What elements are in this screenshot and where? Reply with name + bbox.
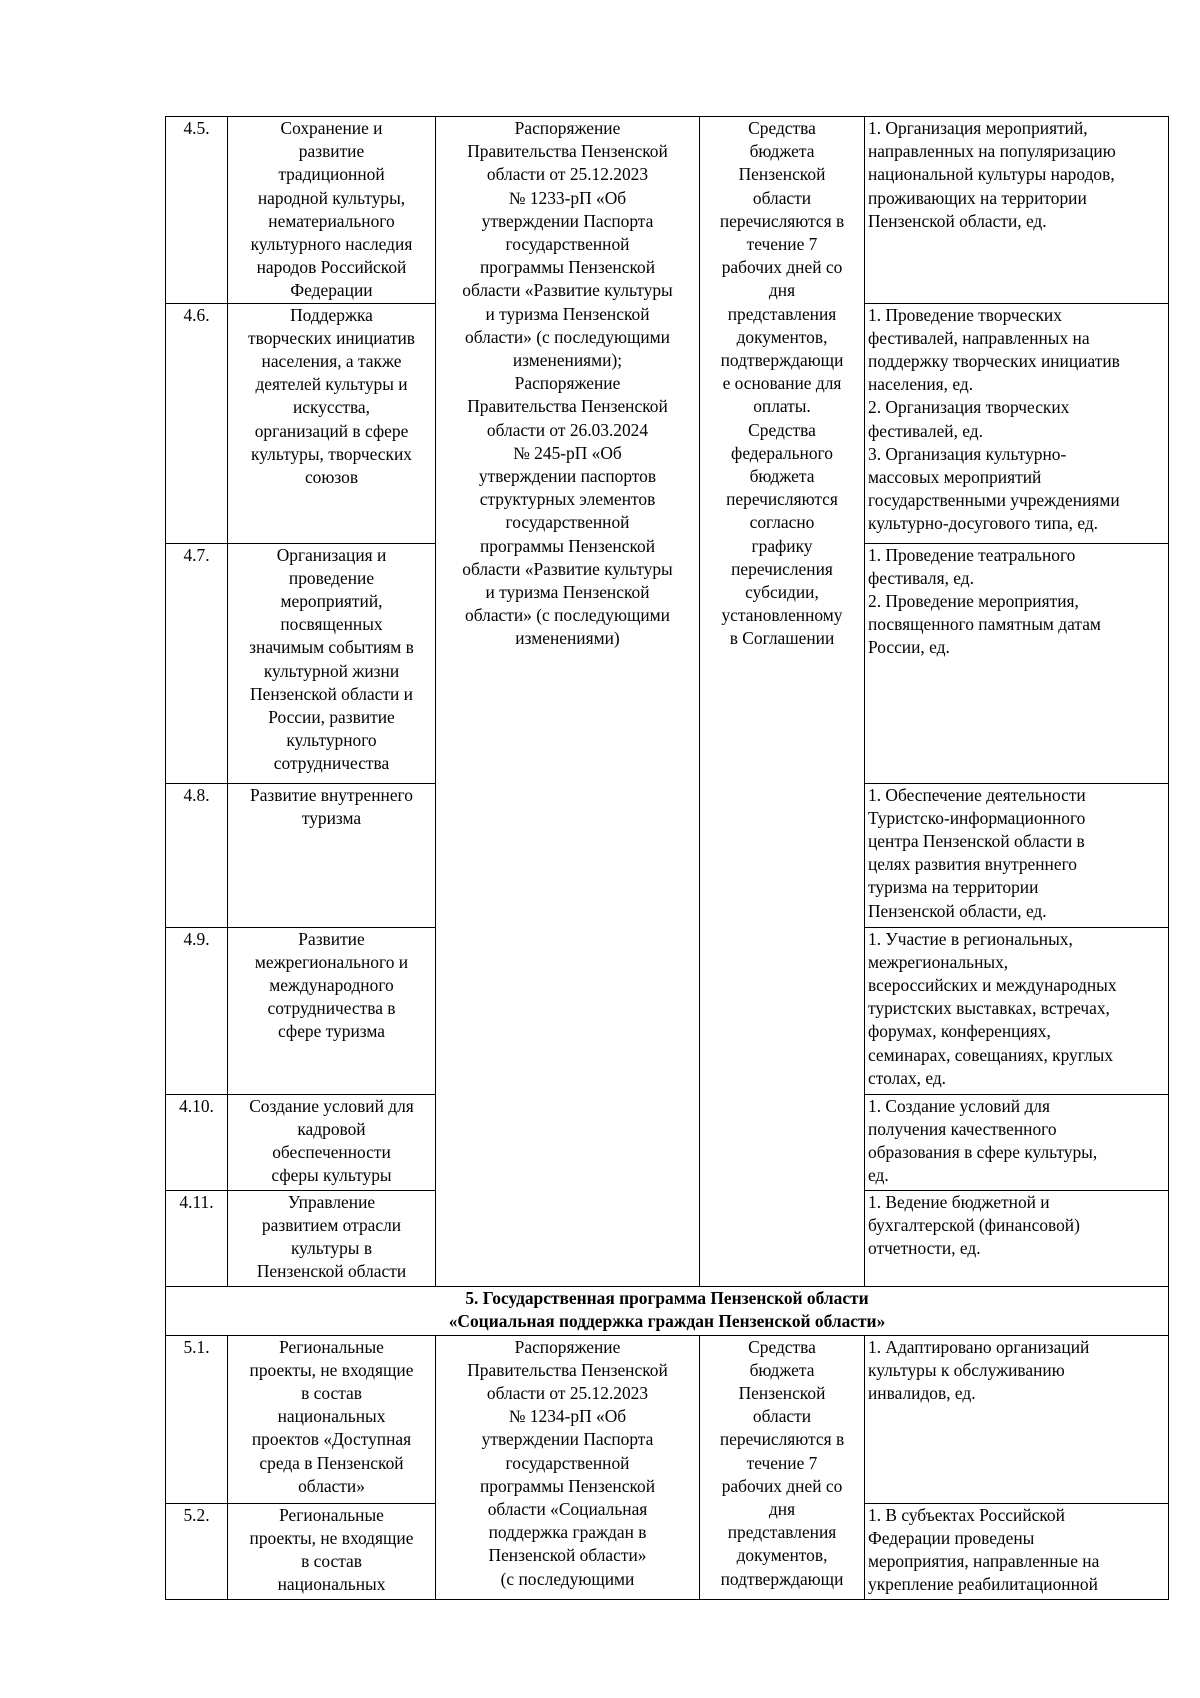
- text-line: области»: [298, 1475, 365, 1496]
- text-line: целях развития внутреннего: [868, 854, 1077, 875]
- text-line: фестивалей, направленных на: [868, 327, 1090, 348]
- text-line: сфере туризма: [278, 1021, 385, 1042]
- event-name: [228, 1503, 436, 1599]
- text-line: творческих инициатив: [248, 327, 415, 348]
- text-line: рабочих дней со: [721, 257, 843, 278]
- text-line: Туристско-информационного: [868, 807, 1086, 828]
- text-line: бюджета: [749, 466, 815, 487]
- section-header-row: [166, 1286, 1169, 1335]
- text-line: Распоряжение: [514, 373, 621, 394]
- text-line: государственной: [505, 1452, 630, 1473]
- text-line: представления: [727, 303, 837, 324]
- text-line: Пензенской области»: [488, 1545, 647, 1566]
- text-line: межрегиональных,: [868, 951, 1009, 972]
- text-line: № 1234-рП «Об: [508, 1406, 627, 1427]
- text-line: утверждении паспортов: [478, 466, 657, 487]
- text-line: образования в сфере культуры,: [868, 1142, 1098, 1163]
- text-line: международного: [269, 975, 394, 996]
- text-line: области «Развитие культуры: [462, 280, 673, 301]
- text-line: фестивалей, ед.: [868, 420, 983, 441]
- text-line: 2. Организация творческих: [868, 397, 1070, 418]
- text-line: перечисления: [731, 558, 833, 579]
- text-line: течение 7: [746, 234, 818, 255]
- text-line: развитие: [298, 141, 365, 162]
- event-name: [228, 927, 436, 1094]
- row-number: 5.1.: [166, 1335, 228, 1503]
- text-line: 1. Адаптировано организаций: [868, 1336, 1090, 1357]
- text-line: Федерации: [290, 280, 373, 301]
- result-indicator: [865, 1190, 1169, 1286]
- text-line: документов,: [736, 1545, 828, 1566]
- text-line: Сохранение и: [280, 118, 383, 138]
- text-line: развитием отрасли: [261, 1214, 402, 1235]
- text-line: Пензенской области, ед.: [868, 900, 1047, 921]
- text-line: 1. Ведение бюджетной и: [868, 1191, 1050, 1212]
- text-line: программы Пензенской: [479, 1475, 656, 1496]
- text-line: населения, ед.: [868, 374, 974, 395]
- text-line: центра Пензенской области в: [868, 831, 1085, 852]
- text-line: укрепление реабилитационной: [868, 1574, 1098, 1595]
- row-number: 4.11.: [166, 1190, 228, 1286]
- text-line: Средства: [748, 118, 816, 138]
- text-line: Развитие: [298, 928, 365, 949]
- text-line: Управление: [287, 1191, 376, 1212]
- text-line: мероприятий,: [280, 591, 383, 612]
- text-line: бюджета: [749, 1359, 815, 1380]
- text-line: посвященного памятным датам: [868, 614, 1101, 635]
- text-line: столах, ед.: [868, 1067, 947, 1088]
- program-table: [165, 116, 1169, 1600]
- text-line: области» (с последующими: [465, 605, 670, 626]
- legal-basis-cell: [436, 117, 700, 1287]
- text-line: национальных: [277, 1406, 386, 1427]
- text-line: народной культуры,: [257, 187, 406, 208]
- text-line: посвященных: [280, 614, 383, 635]
- text-line: проекты, не входящие: [249, 1359, 414, 1380]
- text-line: массовых мероприятий: [868, 467, 1042, 488]
- row-number: 4.10.: [166, 1094, 228, 1190]
- text-line: значимым событиям в: [249, 637, 414, 658]
- section-5-title: [166, 1286, 1169, 1335]
- result-indicator: [865, 927, 1169, 1094]
- text-line: перечисляются в: [719, 210, 845, 231]
- text-line: области от 25.12.2023: [486, 1383, 649, 1404]
- text-line: Правительства Пензенской: [467, 1359, 668, 1380]
- text-line: Распоряжение: [514, 118, 621, 138]
- text-line: нематериального: [268, 210, 395, 231]
- text-line: государственной: [505, 234, 630, 255]
- result-indicator: [865, 543, 1169, 783]
- legal-basis-cell: [436, 1335, 700, 1599]
- text-line: Поддержка: [290, 304, 373, 325]
- text-line: структурных элементов: [479, 489, 656, 510]
- text-line: организаций в сфере: [254, 420, 409, 441]
- text-line: туризма: [301, 807, 362, 828]
- text-line: ед.: [868, 1165, 889, 1186]
- text-line: получения качественного: [868, 1118, 1057, 1139]
- text-line: кадровой: [297, 1118, 366, 1139]
- text-line: графику: [751, 535, 813, 556]
- text-line: туристских выставках, встречах,: [868, 998, 1110, 1019]
- text-line: области от 26.03.2024: [486, 419, 649, 440]
- text-line: России, развитие: [268, 707, 395, 728]
- text-line: утверждении Паспорта: [481, 210, 654, 231]
- event-name: [228, 1335, 436, 1503]
- text-line: подтверждающи: [720, 350, 844, 371]
- text-line: области» (с последующими: [465, 326, 670, 347]
- text-line: Пензенской области, ед.: [868, 210, 1047, 231]
- row-number: 5.2.: [166, 1503, 228, 1599]
- text-line: области от 25.12.2023: [486, 164, 649, 185]
- event-name: [228, 1094, 436, 1190]
- text-line: бюджета: [749, 141, 815, 162]
- text-line: Федерации проведены: [868, 1527, 1035, 1548]
- text-line: Пензенской области и: [250, 683, 413, 704]
- text-line: фестиваля, ед.: [868, 567, 974, 588]
- result-indicator: [865, 1503, 1169, 1599]
- text-line: проживающих на территории: [868, 187, 1087, 208]
- text-line: Организация и: [276, 544, 387, 565]
- text-line: субсидии,: [745, 582, 819, 603]
- text-line: Правительства Пензенской: [467, 141, 668, 162]
- text-line: (с последующими: [500, 1568, 635, 1589]
- text-line: «Социальная поддержка граждан Пензенской области»: [448, 1310, 886, 1331]
- text-line: Средства: [748, 419, 816, 440]
- text-line: сферы культуры: [271, 1165, 392, 1186]
- text-line: установленному: [721, 605, 843, 626]
- text-line: № 1233-рП «Об: [508, 187, 627, 208]
- text-line: области: [752, 1406, 812, 1427]
- text-line: подтверждающи: [720, 1568, 844, 1589]
- row-number: 4.6.: [166, 303, 228, 543]
- text-line: течение 7: [746, 1452, 818, 1473]
- row-number: 4.5.: [166, 117, 228, 304]
- text-line: культуры к обслуживанию: [868, 1359, 1065, 1380]
- text-line: рабочих дней со: [721, 1475, 843, 1496]
- text-line: семинарах, совещаниях, круглых: [868, 1044, 1114, 1065]
- text-line: проведение: [288, 567, 375, 588]
- text-line: области: [752, 187, 812, 208]
- text-line: межрегионального и: [254, 951, 409, 972]
- text-line: Распоряжение: [514, 1336, 621, 1357]
- text-line: утверждении Паспорта: [481, 1429, 654, 1450]
- row-number: 4.7.: [166, 543, 228, 783]
- text-line: 1. Проведение творческих: [868, 304, 1062, 325]
- text-line: оплаты.: [753, 396, 811, 417]
- text-line: 1. Организация мероприятий,: [868, 118, 1088, 138]
- text-line: 1. Проведение театрального: [868, 544, 1076, 565]
- text-line: бухгалтерской (финансовой): [868, 1214, 1080, 1235]
- text-line: сотрудничества: [273, 753, 390, 774]
- text-line: проектов «Доступная: [251, 1429, 412, 1450]
- text-line: в состав: [301, 1551, 362, 1572]
- text-line: № 245-рП «Об: [513, 442, 622, 463]
- text-line: народов Российской: [256, 257, 407, 278]
- text-line: Региональные: [279, 1336, 384, 1357]
- result-indicator: [865, 1094, 1169, 1190]
- text-line: культурной жизни: [263, 660, 400, 681]
- text-line: мероприятия, направленные на: [868, 1551, 1100, 1572]
- text-line: 2. Проведение мероприятия,: [868, 591, 1079, 612]
- text-line: в Соглашении: [729, 628, 835, 649]
- text-line: культурно-досугового типа, ед.: [868, 513, 1099, 534]
- text-line: России, ед.: [868, 637, 950, 658]
- text-line: туризма на территории: [868, 877, 1039, 898]
- text-line: дня: [768, 280, 796, 301]
- text-line: форумах, конференциях,: [868, 1021, 1051, 1042]
- text-line: Средства: [748, 1336, 816, 1357]
- text-line: деятелей культуры и: [255, 374, 408, 395]
- text-line: и туризма Пензенской: [485, 582, 650, 603]
- text-line: 1. Обеспечение деятельности: [868, 784, 1086, 805]
- text-line: сотрудничества в: [267, 998, 396, 1019]
- text-line: в состав: [301, 1383, 362, 1404]
- text-line: е основание для: [722, 373, 842, 394]
- text-line: изменениями): [515, 628, 620, 649]
- text-line: направленных на популяризацию: [868, 141, 1116, 162]
- event-name: [228, 1190, 436, 1286]
- text-line: области «Социальная: [487, 1499, 648, 1520]
- event-name: [228, 303, 436, 543]
- text-line: проекты, не входящие: [249, 1527, 414, 1548]
- funding-procedure-cell: [700, 117, 865, 1287]
- text-line: государственной: [505, 512, 630, 533]
- text-line: и туризма Пензенской: [485, 303, 650, 324]
- text-line: культурного: [286, 730, 377, 751]
- event-name: [228, 117, 436, 304]
- table-row: [166, 1335, 1169, 1503]
- text-line: дня: [768, 1499, 796, 1520]
- result-indicator: [865, 1335, 1169, 1503]
- text-line: инвалидов, ед.: [868, 1383, 976, 1404]
- text-line: культуры, творческих: [251, 443, 412, 464]
- text-line: Развитие внутреннего: [250, 784, 413, 805]
- text-line: 1. В субъектах Российской: [868, 1504, 1065, 1525]
- text-line: 1. Участие в региональных,: [868, 928, 1073, 949]
- text-line: перечисляются в: [719, 1429, 845, 1450]
- text-line: программы Пензенской: [479, 257, 656, 278]
- result-indicator: [865, 117, 1169, 304]
- event-name: [228, 783, 436, 927]
- text-line: Пензенской: [738, 1383, 826, 1404]
- text-line: Создание условий для: [249, 1095, 414, 1116]
- text-line: федерального: [731, 442, 833, 463]
- text-line: поддержку творческих инициатив: [868, 351, 1120, 372]
- text-line: Региональные: [279, 1504, 384, 1525]
- text-line: искусства,: [292, 397, 370, 418]
- text-line: 5. Государственная программа Пензенской области: [465, 1287, 869, 1308]
- text-line: среда в Пензенской: [259, 1452, 404, 1473]
- text-line: поддержка граждан в: [488, 1522, 647, 1543]
- text-line: населения, а также: [261, 351, 402, 372]
- table-row: [166, 117, 1169, 304]
- text-line: традиционной: [278, 164, 385, 185]
- text-line: союзов: [304, 467, 359, 488]
- text-line: отчетности, ед.: [868, 1238, 981, 1259]
- result-indicator: [865, 303, 1169, 543]
- text-line: Пензенской области: [256, 1261, 407, 1282]
- text-line: представления: [727, 1522, 837, 1543]
- text-line: всероссийских и международных: [868, 975, 1117, 996]
- text-line: изменениями);: [512, 350, 623, 371]
- text-line: обеспеченности: [272, 1142, 391, 1163]
- text-line: национальной культуры народов,: [868, 164, 1115, 185]
- row-number: 4.8.: [166, 783, 228, 927]
- funding-procedure-cell: [700, 1335, 865, 1599]
- text-line: согласно: [749, 512, 815, 533]
- text-line: национальных: [277, 1574, 386, 1595]
- text-line: Правительства Пензенской: [467, 396, 668, 417]
- text-line: области «Развитие культуры: [462, 558, 673, 579]
- text-line: культуры в: [290, 1238, 373, 1259]
- text-line: перечисляются: [726, 489, 838, 510]
- text-line: культурного наследия: [250, 234, 413, 255]
- text-line: 3. Организация культурно-: [868, 443, 1067, 464]
- result-indicator: [865, 783, 1169, 927]
- text-line: Пензенской: [738, 164, 826, 185]
- row-number: 4.9.: [166, 927, 228, 1094]
- text-line: государственными учреждениями: [868, 490, 1120, 511]
- event-name: [228, 543, 436, 783]
- text-line: 1. Создание условий для: [868, 1095, 1050, 1116]
- text-line: документов,: [736, 326, 828, 347]
- text-line: программы Пензенской: [479, 535, 656, 556]
